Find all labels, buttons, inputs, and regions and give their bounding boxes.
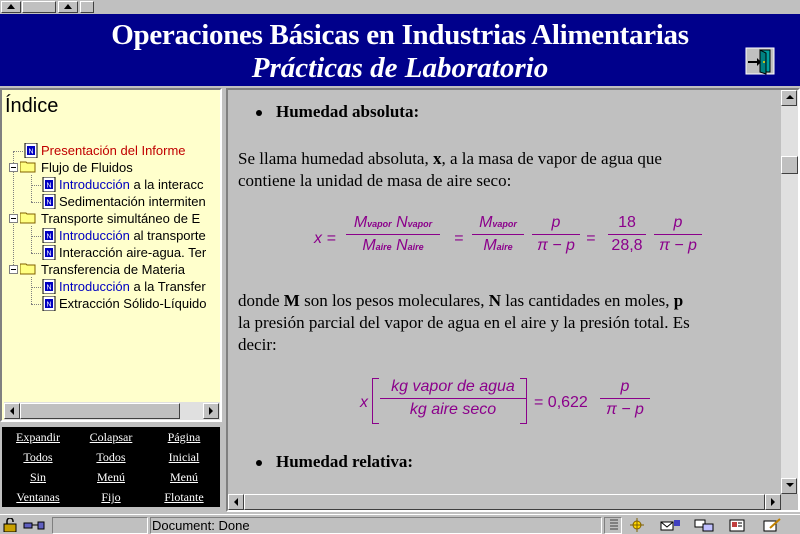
collapse-all-button[interactable] (75, 427, 147, 467)
section-heading: Humedad absoluta: (276, 102, 420, 121)
page-subtitle: Prácticas de Laboratorio (251, 52, 549, 84)
tree-item-label: Flujo de Fluidos (41, 160, 133, 175)
header-banner (0, 14, 800, 86)
triangle-up-icon (64, 4, 72, 10)
section-heading: Humedad relativa: (276, 452, 414, 471)
triangle-up-icon (7, 4, 15, 10)
menu-label: Fijo (101, 490, 121, 504)
document-icon (42, 296, 56, 311)
menu-label: Menú (170, 470, 198, 484)
collapse-toggle[interactable] (9, 163, 18, 172)
tree-item-label: Introducción a la Transfer (59, 279, 206, 294)
tree-item-label: Extracción Sólido-Líquido (59, 296, 207, 311)
network-plug-icon (22, 518, 48, 532)
scrollbar-corner (781, 494, 798, 510)
content-pane (226, 88, 800, 512)
svg-text:N: N (46, 250, 52, 258)
page-title: Operaciones Básicas en Industrias Alimentarias (111, 19, 689, 51)
home-page-button[interactable] (148, 427, 220, 467)
svg-text:N: N (46, 199, 52, 207)
paragraph-definition: Se llama humedad absoluta, x, a la masa de vapor de agua que contiene la unidad de masa de aire seco: (238, 149, 662, 190)
arrow-right-icon (208, 407, 214, 415)
frame-tab-bar-2[interactable] (80, 1, 94, 13)
scroll-right-button[interactable] (765, 494, 781, 510)
content-vertical-scrollbar[interactable] (781, 90, 798, 494)
bullet-icon (256, 460, 262, 466)
arrow-up-icon (786, 94, 794, 100)
arrow-left-icon (9, 407, 15, 415)
formula-ratio: x kg vapor de agua kg aire seco = 0,622 p π − p (228, 374, 780, 434)
content-horizontal-scrollbar[interactable] (228, 494, 781, 510)
menu-label: Ventanas (16, 490, 60, 504)
index-pane (0, 88, 222, 512)
collapse-toggle[interactable] (9, 214, 18, 223)
tree-item-label: Sedimentación intermiten (59, 194, 206, 209)
tree-item-label: Introducción a la interacc (59, 177, 204, 192)
tree-connector (31, 185, 41, 186)
menu-label: Sin (29, 470, 46, 484)
navigator-icon[interactable] (628, 518, 646, 532)
tree-connector (31, 226, 32, 253)
scroll-right-button[interactable] (203, 403, 219, 419)
document-icon (42, 245, 56, 260)
tree-connector (31, 277, 32, 304)
menu-label: Todos (23, 450, 53, 464)
tree-connector (31, 202, 41, 203)
folder-icon (20, 160, 36, 173)
exit-button[interactable] (744, 44, 776, 76)
address-book-icon[interactable] (728, 518, 748, 532)
index-title: Índice (5, 95, 59, 117)
svg-text:N: N (28, 148, 34, 156)
formula-absolute-humidity: x = Mvapor Nvapor Maire Naire = Mvapor Maire p π − p = 18 28,8 p π − p (228, 210, 780, 270)
status-bar (0, 514, 800, 534)
frame-tab-bar[interactable] (22, 1, 56, 13)
composer-icon[interactable] (762, 518, 784, 532)
index-horizontal-scrollbar[interactable] (4, 402, 220, 420)
tree-connector (31, 175, 32, 202)
scroll-thumb[interactable] (781, 156, 798, 174)
bullet-icon (256, 110, 262, 116)
arrow-down-icon (786, 482, 794, 488)
bracket-right (520, 378, 527, 424)
menu-label: Inicial (168, 450, 200, 464)
tree-item-label: Interacción aire-agua. Ter (59, 245, 207, 260)
document-icon (42, 194, 56, 209)
discussion-icon[interactable] (694, 518, 716, 532)
door-exit-icon (744, 44, 776, 76)
tree-connector (31, 304, 41, 305)
scroll-left-button[interactable] (4, 403, 20, 419)
collapse-frame-button-2[interactable] (58, 1, 78, 13)
fixed-menu-button[interactable] (75, 467, 147, 507)
menu-label: Expandir (16, 430, 60, 444)
scroll-thumb[interactable] (20, 403, 180, 419)
document-icon (42, 279, 56, 294)
collapse-toggle[interactable] (9, 265, 18, 274)
paragraph-where: donde M son los pesos moleculares, N las cantidades en moles, p la presión parcial del vapor de agua en el aire y la presión total. Es decir: (238, 291, 690, 354)
progress-box (52, 517, 148, 534)
scroll-up-button[interactable] (781, 90, 797, 106)
no-windows-button[interactable] (2, 467, 74, 507)
scroll-thumb[interactable] (244, 494, 765, 510)
floating-menu-button[interactable] (148, 467, 220, 507)
scroll-down-button[interactable] (781, 478, 797, 494)
tree-item-label: Transporte simultáneo de E (41, 211, 201, 226)
menu-label: Página (167, 430, 201, 444)
menu-label: Flotante (164, 490, 204, 504)
menu-label: Colapsar (89, 430, 133, 444)
bracket-left (372, 378, 379, 424)
svg-text:N: N (46, 284, 52, 292)
collapse-frame-button[interactable] (1, 1, 21, 13)
svg-text:N: N (46, 233, 52, 241)
folder-icon (20, 211, 36, 224)
arrow-right-icon (770, 498, 776, 506)
document-icon (42, 228, 56, 243)
tree-item-label: Transferencia de Materia (41, 262, 186, 277)
tree-item-label: Presentación del Informe (41, 143, 186, 158)
menu-panel (2, 427, 220, 507)
tree-connector (31, 287, 41, 288)
arrow-left-icon (233, 498, 239, 506)
menu-label: Todos (96, 450, 126, 464)
resize-grip-icon (608, 518, 620, 532)
frame-tab-strip (0, 0, 800, 14)
status-text: Document: Done (152, 518, 250, 533)
document-icon (42, 177, 56, 192)
index-frame (0, 88, 222, 422)
tree-connector (13, 151, 23, 152)
folder-icon (20, 262, 36, 275)
svg-text:N: N (46, 182, 52, 190)
svg-text:N: N (46, 301, 52, 309)
tree-item-label: Introducción al transporte (59, 228, 206, 243)
menu-label: Menú (97, 470, 125, 484)
tree-connector (31, 236, 41, 237)
expand-all-button[interactable] (2, 427, 74, 467)
tree-connector (31, 253, 41, 254)
mail-icon[interactable] (660, 518, 682, 532)
security-lock-icon[interactable] (2, 518, 18, 532)
scroll-left-button[interactable] (228, 494, 244, 510)
content-body (228, 90, 780, 494)
document-icon (24, 143, 38, 158)
